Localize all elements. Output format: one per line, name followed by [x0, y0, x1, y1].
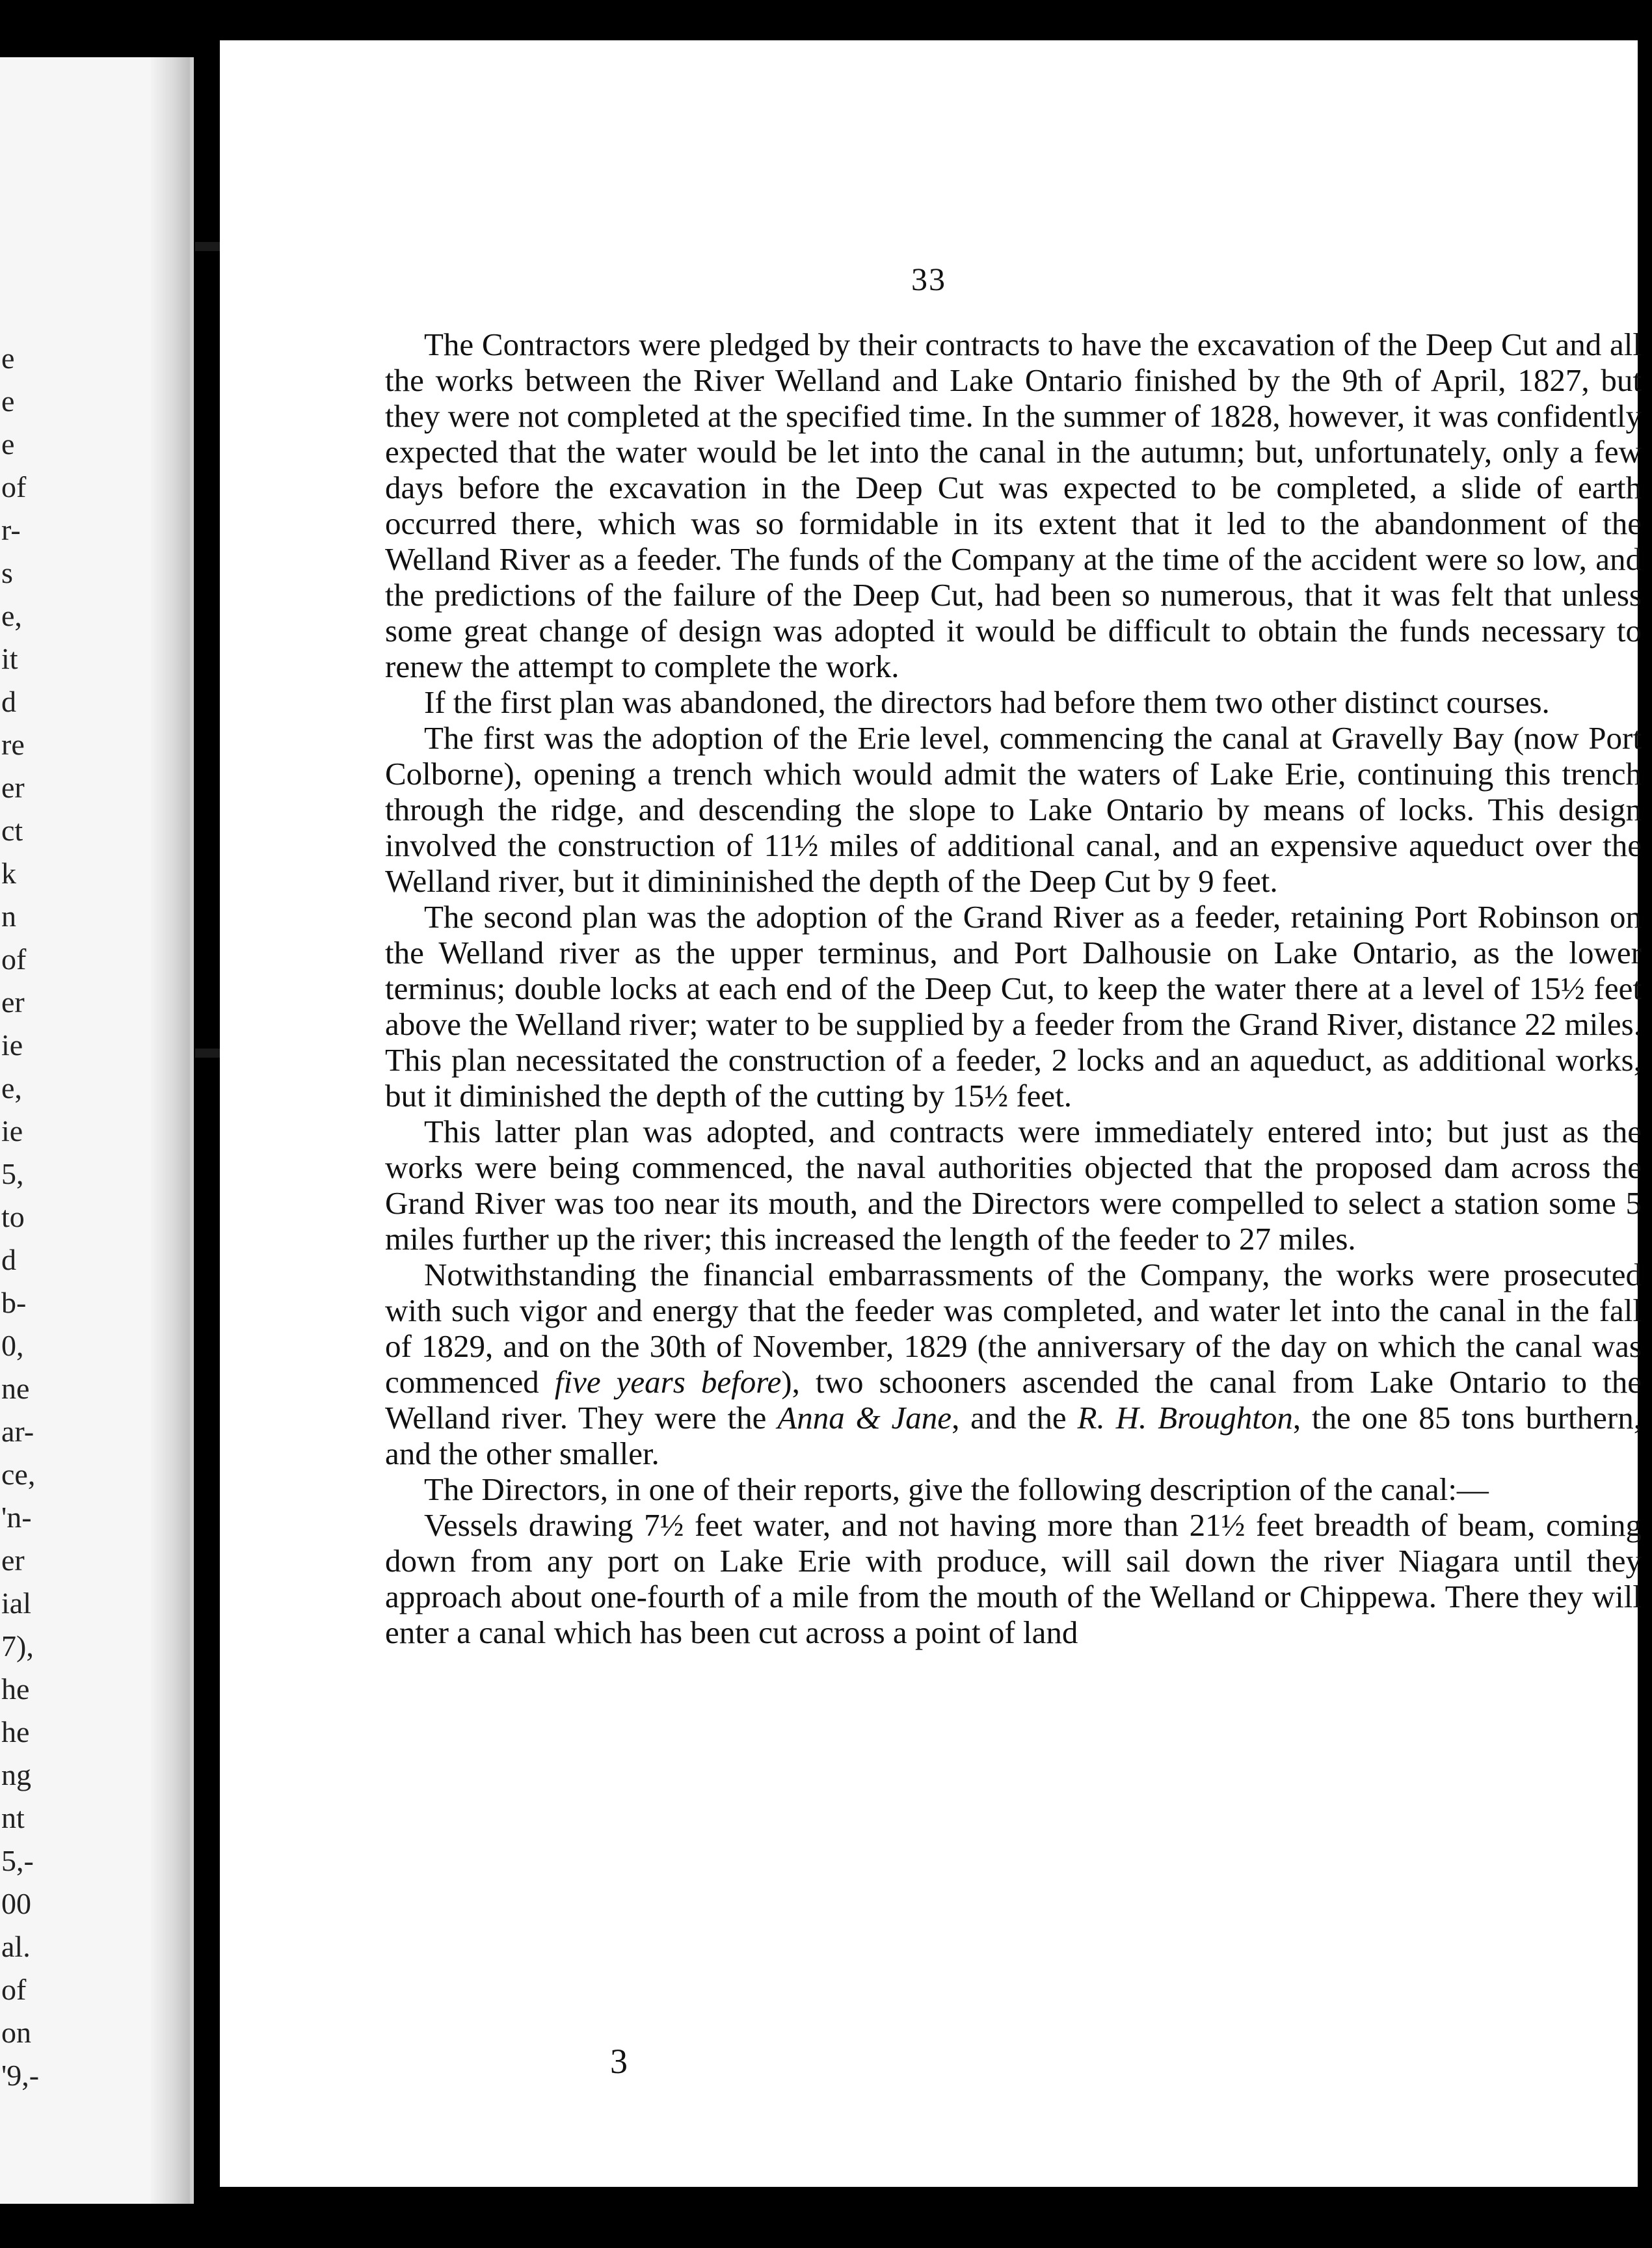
paragraph: This latter plan was adopted, and contracts were immediately entered into; but just as the works were being commenced, the naval authorities objected that the proposed dam across the Grand River was too near its mouth, and the Directors were compelled to select a station some 5 miles further up the river; this increased the length of the feeder to 27 miles. [385, 1114, 1642, 1257]
left-margin-text-fragments [1, 343, 60, 2165]
margin-fragment: on [1, 2016, 31, 2049]
margin-fragment: ie [1, 1028, 23, 1062]
margin-fragment: er [1, 1544, 25, 1577]
page-edge-shadow [151, 57, 190, 2204]
paragraph [385, 1257, 1642, 1471]
margin-fragment: ne [1, 1372, 30, 1405]
paragraph: The first was the adoption of the Erie level, commencing the canal at Gravelly Bay (now Port Colborne), opening a trench which would admit the waters of Lake Erie, continuing this trench through the ridge, and descending the slope to Lake Ontario by means of locks. This design involved the construction of 11½ miles of additional canal, and an expensive aqueduct over the Welland river, but it dimininished the depth of the Deep Cut by 9 feet. [385, 720, 1642, 899]
margin-fragment: ng [1, 1758, 31, 1791]
margin-fragment: ar- [1, 1415, 34, 1448]
margin-fragment: ct [1, 814, 23, 847]
right-page [220, 40, 1642, 2187]
margin-fragment: b- [1, 1286, 27, 1319]
vessel-name: R. H. Broughton [1077, 1400, 1293, 1436]
margin-fragment: it [1, 642, 18, 675]
paragraph: The Directors, in one of their reports, give the following description of the canal:— [424, 1471, 1489, 1507]
page-number: 33 [911, 261, 946, 297]
margin-fragment: 5, [1, 1157, 24, 1190]
margin-fragment: n [1, 900, 16, 933]
margin-fragment: of [1, 1973, 27, 2006]
margin-fragment: r- [1, 513, 21, 546]
margin-fragment: he [1, 1672, 30, 1706]
paragraph: If the first plan was abandoned, the directors had before them two other distinct courses. [424, 684, 1550, 720]
italic-text: five years before [554, 1364, 782, 1400]
paragraph: Vessels drawing 7½ feet water, and not having more than 21½ feet breadth of beam, coming down from any port on Lake Erie with produce, will sail down the river Niagara until they approach about one-fourth of a mile from the mouth of the Welland or Chippewa. There they will enter a canal which has been cut across a point of land [385, 1507, 1642, 1650]
margin-fragment: re [1, 728, 25, 761]
margin-fragment: ie [1, 1114, 23, 1147]
signature-mark: 3 [610, 2042, 628, 2081]
margin-fragment: d [1, 1243, 16, 1276]
margin-fragment: e [1, 427, 15, 461]
margin-fragment: 0, [1, 1329, 24, 1362]
body-text [385, 327, 1642, 1650]
margin-fragment: ce, [1, 1458, 36, 1491]
margin-fragment: of [1, 470, 27, 503]
margin-fragment: e, [1, 599, 22, 632]
margin-fragment: of [1, 943, 27, 976]
paragraph-text: , and the [952, 1400, 1078, 1436]
margin-fragment: 7), [1, 1629, 34, 1663]
paragraph-text: ), two schooners ascended the canal from Lake Ontario to the Welland river. They were the [385, 1364, 1642, 1436]
paragraph-text: Notwithstanding the financial embarrassments of the Company, the works were prosecuted with such vigor and energy that the feeder was completed, and water let into the canal in the fall of 1829, and on the 30th of November, 1829 (the anniversary of the day on which the canal was commenced [385, 1257, 1642, 1400]
vessel-name: Anna & Jane [777, 1400, 952, 1436]
margin-fragment: s [1, 556, 13, 589]
margin-fragment: to [1, 1200, 25, 1233]
margin-fragment: 'n- [1, 1501, 32, 1534]
margin-fragment: d [1, 685, 16, 718]
margin-fragment: 00 [1, 1887, 31, 1920]
margin-fragment: '9,- [1, 2059, 40, 2092]
margin-fragment: k [1, 857, 16, 890]
margin-fragment: e, [1, 1071, 22, 1104]
left-page [0, 57, 194, 2204]
margin-fragment: nt [1, 1801, 25, 1834]
binding-mark [195, 1049, 221, 1058]
paragraph-text: , the one 85 tons burthern, and the other smaller. [385, 1400, 1642, 1471]
margin-fragment: er [1, 771, 25, 804]
margin-fragment: he [1, 1715, 30, 1748]
margin-fragment: al. [1, 1930, 31, 1963]
margin-fragment: e [1, 343, 15, 375]
margin-fragment: 5,- [1, 1844, 34, 1877]
margin-fragment: ial [1, 1586, 31, 1620]
paragraph: The second plan was the adoption of the Grand River as a feeder, retaining Port Robinson on the Welland river as the upper terminus, and Port Dalhousie on Lake Ontario, as the lower terminus; double locks at each end of the Deep Cut, to keep the water there at a level of 15½ feet above the Welland river; water to be supplied by a feeder from the Grand River, distance 22 miles. This plan necessitated the construction of a feeder, 2 locks and an aqueduct, as additional works, but it diminished the depth of the cutting by 15½ feet. [385, 899, 1642, 1114]
margin-fragment: er [1, 985, 25, 1019]
paragraph: The Contractors were pledged by their contracts to have the excavation of the Deep Cut and all the works between the River Welland and Lake Ontario finished by the 9th of April, 1827, but they were not completed at the specified time. In the summer of 1828, however, it was confidently expected that the water would be let into the canal in the autumn; but, unfortunately, only a few days before the excavation in the Deep Cut was expected to be completed, a slide of earth occurred there, which was so formidable in its extent that it led to the abandonment of the Welland River as a feeder. The funds of the Company at the time of the accident were so low, and the predictions of the failure of the Deep Cut, had been so numerous, that it was felt that unless some great change of design was adopted it would be difficult to obtain the funds necessary to renew the attempt to complete the work. [385, 327, 1642, 684]
margin-fragment: e [1, 384, 15, 418]
